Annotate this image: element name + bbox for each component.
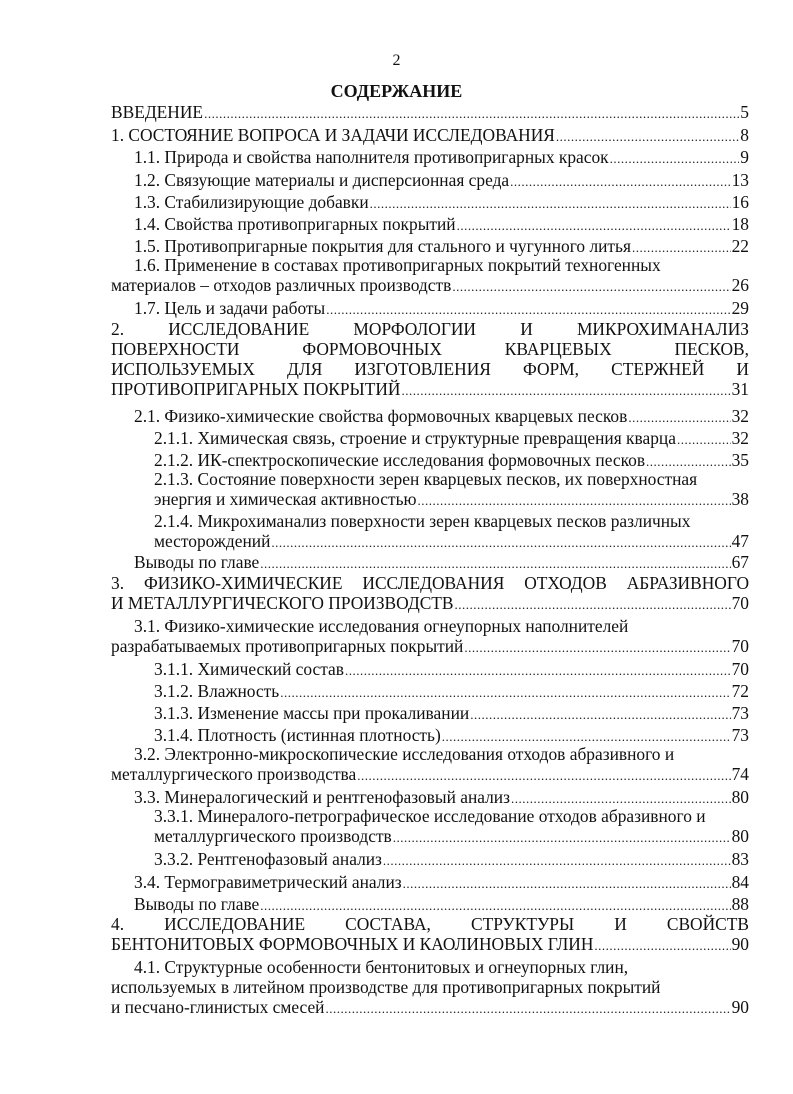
toc-entry bbox=[154, 450, 749, 470]
dot-leader bbox=[370, 194, 731, 214]
toc-entry bbox=[154, 806, 749, 846]
toc-entry-title: ПОВЕРХНОСТИ ФОРМОВОЧНЫХ КВАРЦЕВЫХ ПЕСКОВ, bbox=[111, 339, 749, 359]
page-number: 2 bbox=[392, 52, 401, 69]
toc-entry-title: 3. ФИЗИКО-ХИМИЧЕСКИЕ ИССЛЕДОВАНИЯ ОТХОДОВ АБРАЗИВНОГО bbox=[111, 573, 749, 593]
toc-entry-title: 3.1.2. Влажность bbox=[154, 681, 280, 701]
toc-page-number: 83 bbox=[731, 849, 749, 869]
dot-leader bbox=[260, 554, 730, 574]
toc-entry-title: энергия и химическая активностью bbox=[154, 489, 417, 509]
toc-entry bbox=[111, 102, 749, 122]
toc-entry bbox=[134, 298, 749, 318]
toc-entry-title: 2. ИССЛЕДОВАНИЕ МОРФОЛОГИИ И МИКРОХИМАНАЛИЗ bbox=[111, 319, 749, 339]
dot-leader bbox=[455, 595, 731, 615]
toc-page-number: 31 bbox=[731, 379, 749, 399]
toc-entry-title: 1. СОСТОЯНИЕ ВОПРОСА И ЗАДАЧИ ИССЛЕДОВАНИЯ bbox=[111, 125, 555, 145]
toc-page-number: 47 bbox=[731, 531, 749, 551]
toc-page-number: 84 bbox=[731, 872, 749, 892]
toc-entry bbox=[134, 147, 749, 167]
toc-page-number: 80 bbox=[731, 787, 749, 807]
toc-entry-title: 3.3.1. Минералого-петрографическое исследование отходов абразивного и bbox=[154, 806, 706, 826]
toc-entry bbox=[154, 725, 749, 745]
toc-entry bbox=[154, 511, 749, 551]
toc-entry-title: 4.1. Структурные особенности бентонитовых и огнеупорных глин, bbox=[134, 957, 629, 977]
toc-entry-title: 4. ИССЛЕДОВАНИЕ СОСТАВА, СТРУКТУРЫ И СВОЙСТВ bbox=[111, 914, 749, 934]
toc-entry-title: 1.7. Цель и задачи работы bbox=[134, 298, 326, 318]
toc-page-number: 70 bbox=[731, 593, 749, 613]
toc-entry-title: Выводы по главе bbox=[134, 894, 260, 914]
toc-entry-title: 2.1.1. Химическая связь, строение и структурные превращения кварца bbox=[154, 428, 676, 448]
dot-leader bbox=[457, 216, 731, 236]
toc-page-number: 35 bbox=[731, 450, 749, 470]
toc-entry-title: 3.1.1. Химический состав bbox=[154, 659, 344, 679]
toc-page-number: 74 bbox=[731, 764, 749, 784]
toc-entry bbox=[111, 125, 749, 145]
toc-entry-title: 3.2. Электронно-микроскопические исследования отходов абразивного и bbox=[134, 744, 675, 764]
toc-entry-title: БЕНТОНИТОВЫХ ФОРМОВОЧНЫХ И КАОЛИНОВЫХ ГЛИН bbox=[111, 934, 594, 954]
toc-page-number: 22 bbox=[731, 236, 749, 256]
toc-entry bbox=[111, 616, 749, 656]
dot-leader bbox=[357, 766, 730, 786]
toc-entry-title: и песчано-глинистых смесей bbox=[111, 997, 325, 1017]
toc-page-number: 72 bbox=[731, 681, 749, 701]
toc-entry-title: месторождений bbox=[154, 531, 271, 551]
toc-page-number: 38 bbox=[731, 489, 749, 509]
dot-leader bbox=[470, 705, 730, 725]
dot-leader bbox=[610, 149, 740, 169]
dot-leader bbox=[403, 874, 731, 894]
toc-entry-title: металлургического производств bbox=[154, 826, 392, 846]
toc-entry bbox=[111, 255, 749, 295]
dot-leader bbox=[393, 828, 731, 848]
toc-entry bbox=[154, 703, 749, 723]
toc-entry bbox=[134, 170, 749, 190]
toc-entry bbox=[154, 659, 749, 679]
dot-leader bbox=[510, 172, 730, 192]
page-title: СОДЕРЖАНИЕ bbox=[330, 81, 463, 101]
toc-entry-title: 3.1.3. Изменение массы при прокаливании bbox=[154, 703, 470, 723]
toc-entry bbox=[154, 469, 749, 509]
dot-leader bbox=[325, 999, 730, 1019]
dot-leader bbox=[326, 300, 730, 320]
toc-entry bbox=[154, 681, 749, 701]
toc-entry-title: 1.1. Природа и свойства наполнителя противопригарных красок bbox=[134, 147, 609, 167]
toc-entry bbox=[134, 192, 749, 212]
dot-leader bbox=[271, 533, 730, 553]
toc-page-number: 26 bbox=[731, 275, 749, 295]
toc-page-number: 16 bbox=[731, 192, 749, 212]
toc-page-number: 80 bbox=[731, 826, 749, 846]
toc-page-number: 13 bbox=[731, 170, 749, 190]
dot-leader bbox=[204, 104, 739, 124]
toc-page-number: 32 bbox=[731, 406, 749, 426]
toc-entry-title: используемых в литейном производстве для противопригарных покрытий bbox=[111, 977, 661, 997]
dot-leader bbox=[464, 638, 730, 658]
toc-entry-title: 3.1. Физико-химические исследования огнеупорных наполнителей bbox=[134, 616, 629, 636]
toc-entry-title: ПРОТИВОПРИГАРНЫХ ПОКРЫТИЙ bbox=[111, 379, 401, 399]
toc-entry-title: 2.1. Физико-химические свойства формовочных кварцевых песков bbox=[134, 406, 628, 426]
toc-entry bbox=[134, 236, 749, 256]
toc-entry bbox=[111, 914, 749, 954]
toc-entry-title: 3.3.2. Рентгенофазовый анализ bbox=[154, 849, 382, 869]
toc-entry-title: разрабатываемых противопригарных покрытий bbox=[111, 636, 464, 656]
dot-leader bbox=[345, 661, 731, 681]
toc-entry bbox=[154, 428, 749, 448]
dot-leader bbox=[280, 683, 730, 703]
toc-entry-title: И МЕТАЛЛУРГИЧЕСКОГО ПРОИЗВОДСТВ bbox=[111, 593, 454, 613]
toc-entry-title: 1.5. Противопригарные покрытия для стального и чугунного литья bbox=[134, 236, 631, 256]
toc-page-number: 90 bbox=[731, 934, 749, 954]
toc-page-number: 70 bbox=[731, 636, 749, 656]
toc-page-number: 29 bbox=[731, 298, 749, 318]
toc-entry-title: 1.6. Применение в составах противопригарных покрытий техногенных bbox=[134, 255, 661, 275]
toc-entry bbox=[134, 214, 749, 234]
toc-entry bbox=[154, 849, 749, 869]
toc-entry-title: 3.1.4. Плотность (истинная плотность) bbox=[154, 725, 441, 745]
toc-entry bbox=[111, 957, 749, 1017]
toc-entry bbox=[134, 894, 749, 914]
toc-entry bbox=[111, 319, 749, 399]
toc-entry-title: металлургического производства bbox=[111, 764, 357, 784]
toc-entry-title: 1.3. Стабилизирующие добавки bbox=[134, 192, 369, 212]
toc-page-number: 73 bbox=[731, 703, 749, 723]
toc-entry-title: материалов – отходов различных производств bbox=[111, 275, 452, 295]
toc-page-number: 88 bbox=[731, 894, 749, 914]
toc-entry-title: 3.3. Минералогический и рентгенофазовый анализ bbox=[134, 787, 510, 807]
toc-entry bbox=[134, 406, 749, 426]
dot-leader bbox=[628, 408, 730, 428]
toc-entry-title: ИСПОЛЬЗУЕМЫХ ДЛЯ ИЗГОТОВЛЕНИЯ ФОРМ, СТЕРЖНЕЙ И bbox=[111, 359, 749, 379]
toc-page-number: 8 bbox=[740, 125, 749, 145]
toc-page-number: 9 bbox=[740, 147, 749, 167]
dot-leader bbox=[260, 896, 730, 916]
toc-entry bbox=[134, 787, 749, 807]
toc-page-number: 90 bbox=[731, 997, 749, 1017]
dot-leader bbox=[401, 381, 730, 401]
toc-entry bbox=[111, 744, 749, 784]
toc-page-number: 18 bbox=[731, 214, 749, 234]
toc-entry bbox=[134, 872, 749, 892]
dot-leader bbox=[677, 430, 731, 450]
dot-leader bbox=[594, 936, 730, 956]
toc-entry bbox=[134, 552, 749, 572]
dot-leader bbox=[556, 127, 739, 147]
toc-entry-title: 2.1.4. Микрохиманализ поверхности зерен кварцевых песков различных bbox=[154, 511, 691, 531]
toc-page-number: 67 bbox=[731, 552, 749, 572]
toc-entry-title: 1.4. Свойства противопригарных покрытий bbox=[134, 214, 456, 234]
toc-entry bbox=[111, 573, 749, 613]
toc-page-number: 5 bbox=[740, 102, 749, 122]
toc-entry-title: ВВЕДЕНИЕ bbox=[111, 102, 204, 122]
dot-leader bbox=[418, 491, 731, 511]
dot-leader bbox=[383, 851, 731, 871]
toc-page-number: 32 bbox=[731, 428, 749, 448]
toc-page-number: 70 bbox=[731, 659, 749, 679]
toc-entry-title: 2.1.2. ИК-спектроскопические исследования формовочных песков bbox=[154, 450, 646, 470]
toc-entry-title: 2.1.3. Состояние поверхности зерен кварцевых песков, их поверхностная bbox=[154, 469, 698, 489]
toc-entry-title: 1.2. Связующие материалы и дисперсионная среда bbox=[134, 170, 510, 190]
toc-entry-title: 3.4. Термогравиметрический анализ bbox=[134, 872, 402, 892]
dot-leader bbox=[452, 277, 730, 297]
toc-entry-title: Выводы по главе bbox=[134, 552, 260, 572]
toc-page-number: 73 bbox=[731, 725, 749, 745]
